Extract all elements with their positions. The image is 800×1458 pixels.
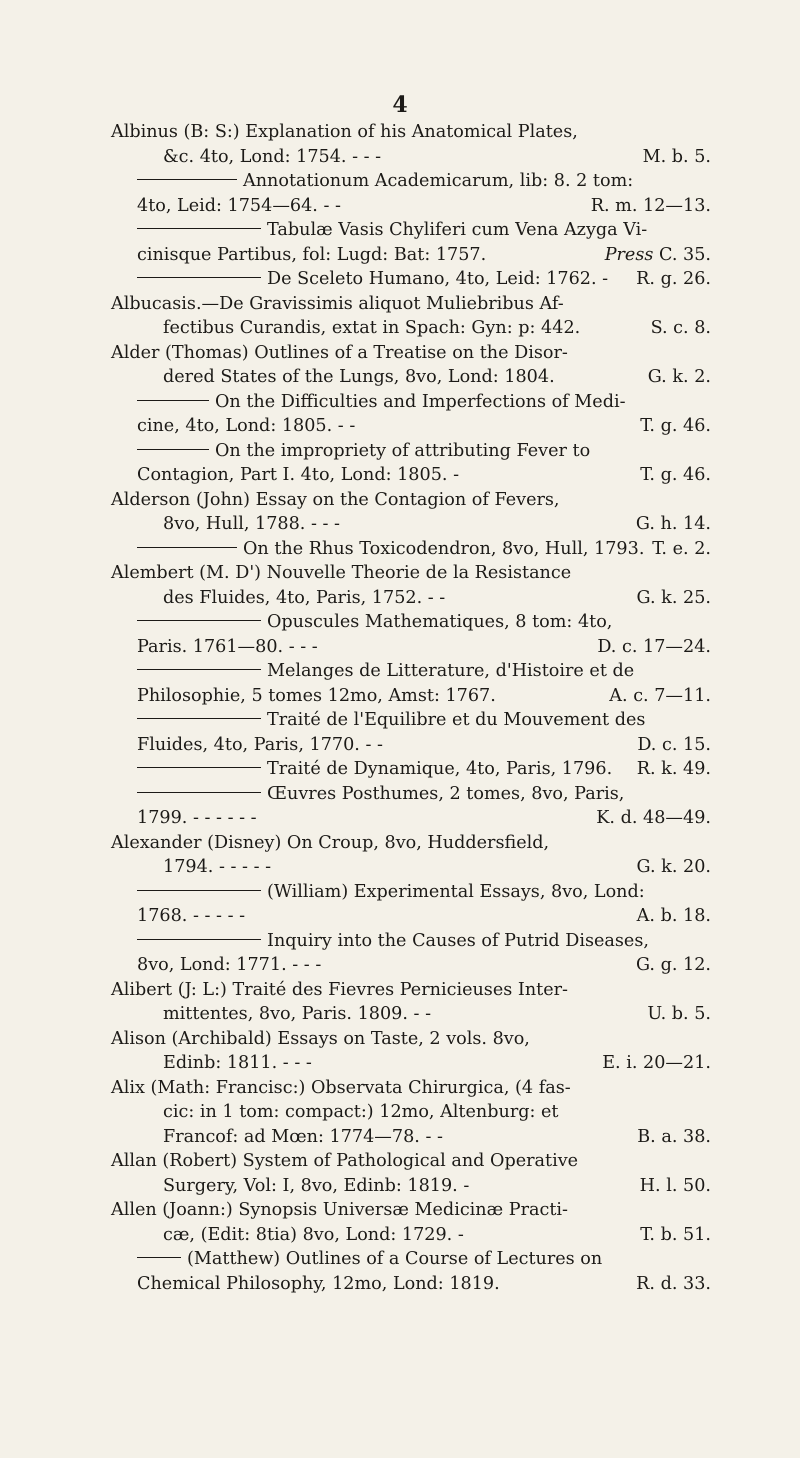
catalogue-entry	[111, 929, 711, 978]
entry-continuation: 8vo, Hull, 1788. - - -	[163, 514, 341, 534]
entry-continuation: cæ, (Edit: 8tia) 8vo, Lond: 1729. -	[163, 1224, 464, 1245]
entry-continuation: dered States of the Lungs, 8vo, Lond: 1804.	[163, 367, 555, 387]
catalogue-entry	[111, 341, 711, 390]
entry-title: Traité de Dynamique, 4to, Paris, 1796.	[267, 759, 613, 779]
catalogue-entry	[111, 708, 711, 757]
ditto-dash	[137, 792, 261, 793]
ditto-dash	[137, 767, 261, 768]
ditto-dash	[137, 228, 261, 229]
entry-title: Tabulæ Vasis Chyliferi cum Vena Azyga Vi-	[267, 220, 648, 240]
shelf-mark: B. a. 38.	[637, 1126, 711, 1147]
catalogue-entry	[111, 1027, 711, 1076]
entry-title: Annotationum Academicarum, lib: 8. 2 tom:	[243, 171, 634, 191]
entry-continuation: 8vo, Lond: 1771. - - -	[137, 955, 322, 975]
entry-title: Inquiry into the Causes of Putrid Diseases,	[267, 930, 649, 951]
catalogue-entry	[111, 169, 711, 218]
shelf-mark: R. k. 49.	[636, 759, 711, 779]
shelf-mark: T. b. 51.	[640, 1224, 711, 1245]
ditto-dash	[137, 890, 261, 891]
entry-continuation: Surgery, Vol: I, 8vo, Edinb: 1819. -	[163, 1175, 470, 1196]
entry-heading: Alder (Thomas) Outlines of a Treatise on the Disor-	[111, 342, 568, 363]
press-label: Press	[604, 244, 654, 265]
entry-title: Œuvres Posthumes, 2 tomes, 8vo, Paris,	[267, 783, 625, 804]
shelf-mark: C. 35.	[659, 244, 711, 265]
entry-title: (William) Experimental Essays, 8vo, Lond:	[267, 881, 645, 902]
catalogue-entry	[111, 120, 711, 169]
entry-heading: Alexander (Disney) On Croup, 8vo, Huddersfield,	[111, 832, 550, 853]
catalogue-entry	[111, 218, 711, 267]
shelf-mark: H. l. 50.	[639, 1175, 711, 1196]
catalogue-entry	[111, 537, 711, 562]
entry-continuation: Francof: ad Mœn: 1774—78. - -	[163, 1126, 443, 1147]
catalogue-entry	[111, 267, 711, 292]
entry-title: De Sceleto Humano, 4to, Leid: 1762. -	[267, 269, 609, 289]
entry-continuation: cic: in 1 tom: compact:) 12mo, Altenburg: et	[163, 1102, 559, 1122]
shelf-mark: A. b. 18.	[636, 906, 711, 926]
entry-continuation: des Fluides, 4to, Paris, 1752. - -	[163, 587, 446, 608]
catalogue-entry	[111, 439, 711, 488]
catalogue-entry	[111, 1149, 711, 1198]
shelf-mark: E. i. 20—21.	[602, 1053, 711, 1073]
entry-continuation: Paris. 1761—80. - - -	[137, 636, 318, 657]
entry-heading: Alison (Archibald) Essays on Taste, 2 vols. 8vo,	[111, 1028, 530, 1049]
ditto-dash	[137, 179, 237, 180]
catalogue-entry	[111, 561, 711, 610]
ditto-dash	[137, 939, 261, 940]
page-number: 4	[392, 92, 408, 118]
entry-heading: Allan (Robert) System of Pathological and Operative	[111, 1151, 579, 1171]
shelf-mark: G. h. 14.	[635, 514, 711, 534]
catalogue-entry	[111, 610, 711, 659]
ditto-dash	[137, 277, 261, 278]
catalogue-list	[111, 120, 711, 1296]
entry-title: Melanges de Litterature, d'Histoire et de	[267, 661, 635, 681]
catalogue-entry	[111, 978, 711, 1027]
entry-continuation: cine, 4to, Lond: 1805. - -	[137, 416, 356, 436]
shelf-mark: T. g. 46.	[640, 416, 711, 436]
shelf-mark: K. d. 48—49.	[596, 808, 711, 828]
shelf-mark: D. c. 15.	[637, 734, 711, 755]
entry-title: On the impropriety of attributing Fever to	[215, 440, 591, 461]
shelf-mark: G. k. 2.	[647, 367, 711, 387]
entry-continuation: 1794. - - - - -	[163, 857, 272, 877]
catalogue-entry	[111, 782, 711, 831]
catalogue-entry	[111, 390, 711, 439]
entry-heading: Albucasis.—De Gravissimis aliquot Muliebribus Af-	[111, 293, 564, 314]
shelf-mark: R. g. 26.	[636, 269, 711, 289]
entry-continuation: Contagion, Part I. 4to, Lond: 1805. -	[137, 465, 460, 485]
catalogue-entry	[111, 831, 711, 880]
entry-continuation: 1799. - - - - - -	[137, 808, 257, 828]
shelf-mark: D. c. 17—24.	[597, 636, 711, 657]
ditto-dash	[137, 449, 209, 450]
shelf-mark: G. g. 12.	[635, 955, 711, 975]
shelf-mark: R. m. 12—13.	[590, 195, 711, 216]
shelf-mark: G. k. 25.	[636, 587, 711, 608]
shelf-mark: U. b. 5.	[647, 1004, 711, 1024]
catalogue-entry	[111, 659, 711, 708]
entry-title: Opuscules Mathematiques, 8 tom: 4to,	[267, 612, 613, 632]
ditto-dash	[137, 400, 209, 401]
catalogue-entry	[111, 292, 711, 341]
entry-continuation: Chemical Philosophy, 12mo, Lond: 1819.	[137, 1273, 500, 1294]
entry-heading: Alderson (John) Essay on the Contagion of Fevers,	[111, 489, 560, 510]
shelf-mark: T. g. 46.	[640, 465, 711, 485]
entry-title: On the Difficulties and Imperfections of Medi-	[215, 391, 626, 412]
entry-title: Traité de l'Equilibre et du Mouvement des	[267, 710, 646, 730]
entry-continuation: fectibus Curandis, extat in Spach: Gyn: p: 442.	[163, 318, 581, 338]
shelf-mark: T. e. 2.	[652, 538, 711, 559]
shelf-mark: M. b. 5.	[642, 146, 711, 167]
shelf-mark: G. k. 20.	[636, 857, 711, 877]
ditto-dash	[137, 669, 261, 670]
entry-continuation: cinisque Partibus, fol: Lugd: Bat: 1757.	[137, 244, 487, 265]
ditto-dash	[137, 547, 237, 548]
catalogue-entry	[111, 1076, 711, 1150]
shelf-mark: R. d. 33.	[636, 1273, 711, 1294]
ditto-dash	[137, 620, 261, 621]
catalogue-entry	[111, 1198, 711, 1247]
entry-continuation: 1768. - - - - -	[137, 906, 246, 926]
ditto-dash	[137, 718, 261, 719]
ditto-dash	[137, 1257, 181, 1258]
entry-continuation: Philosophie, 5 tomes 12mo, Amst: 1767.	[137, 685, 496, 706]
entry-continuation: Edinb: 1811. - - -	[163, 1053, 312, 1073]
entry-heading: Albinus (B: S:) Explanation of his Anatomical Plates,	[111, 122, 578, 142]
shelf-mark: S. c. 8.	[650, 318, 711, 338]
catalogue-entry	[111, 757, 711, 782]
shelf-mark: A. c. 7—11.	[609, 685, 711, 706]
entry-heading: Alix (Math: Francisc:) Observata Chirurgica, (4 fas-	[111, 1077, 571, 1098]
entry-continuation: mittentes, 8vo, Paris. 1809. - -	[163, 1004, 432, 1024]
entry-continuation: &c. 4to, Lond: 1754. - - -	[163, 146, 382, 167]
entry-continuation: 4to, Leid: 1754—64. - -	[137, 195, 341, 216]
catalogue-entry	[111, 488, 711, 537]
catalogue-entry	[111, 880, 711, 929]
entry-heading: Alibert (J: L:) Traité des Fievres Pernicieuses Inter-	[111, 979, 568, 1000]
catalogue-entry	[111, 1247, 711, 1296]
entry-title: On the Rhus Toxicodendron, 8vo, Hull, 1793.	[243, 538, 645, 559]
entry-continuation: Fluides, 4to, Paris, 1770. - -	[137, 734, 383, 755]
entry-heading: Alembert (M. D') Nouvelle Theorie de la Resistance	[111, 563, 572, 583]
entry-title: (Matthew) Outlines of a Course of Lectures on	[187, 1249, 603, 1269]
entry-heading: Allen (Joann:) Synopsis Universæ Medicinæ Practi-	[111, 1200, 568, 1220]
